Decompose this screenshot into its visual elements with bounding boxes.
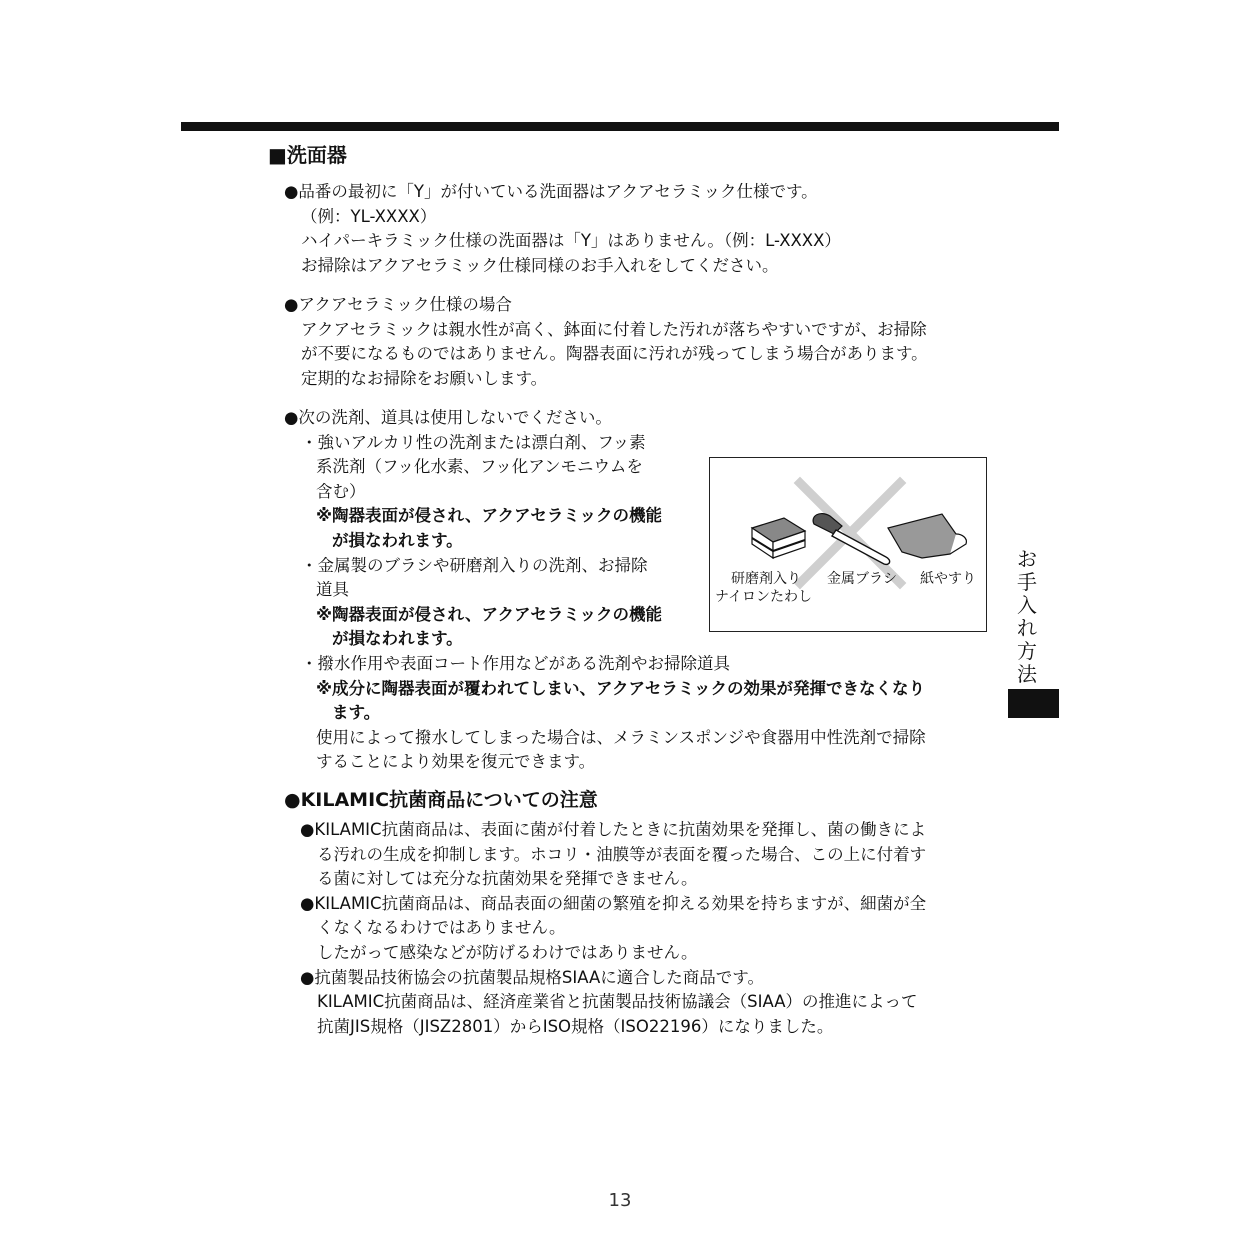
text-line: くなくなるわけではありません。 <box>317 918 566 938</box>
warning-note: ※陶器表面が侵され、アクアセラミックの機能 <box>316 604 663 624</box>
sandpaper-icon <box>888 514 966 558</box>
text-line: ●次の洗剤、道具は使用しないでください。 <box>284 408 612 427</box>
text-line: る菌に対しては充分な抗菌効果を発揮できません。 <box>317 869 698 889</box>
text-line: ●KILAMIC抗菌商品は、表面に菌が付着したときに抗菌効果を発揮し、菌の働きによ <box>300 820 927 839</box>
side-tab-label <box>1014 548 1040 686</box>
kilamic-title: ●KILAMIC抗菌商品についての注意 <box>284 789 598 811</box>
label-abrasive-sponge: ナイロンたわし <box>715 589 813 605</box>
section-title: ■洗面器 <box>268 143 347 167</box>
text-line: 含む） <box>316 481 366 501</box>
warning-note: ます。 <box>332 703 381 723</box>
list-item: ・強いアルカリ性の洗剤または漂白剤、フッ素 <box>301 432 646 452</box>
warning-note: が損なわれます。 <box>332 530 463 550</box>
prohibited-tools-illustration <box>710 458 988 633</box>
label-metal-brush: 金属ブラシ <box>827 571 897 587</box>
side-tab-char: お <box>1017 547 1037 571</box>
abrasive-sponge-icon <box>752 518 805 558</box>
page-number: 13 <box>608 1190 632 1211</box>
paragraph-aquaceramic-spec <box>284 180 841 278</box>
side-tab-char: 入 <box>1017 593 1037 617</box>
side-tab-char: 手 <box>1017 570 1037 594</box>
text-line: 使用によって撥水してしまった場合は、メラミンスポンジや食器用中性洗剤で掃除 <box>316 727 926 747</box>
label-abrasive-sponge: 研磨剤入り <box>731 571 801 587</box>
list-item: ・撥水作用や表面コート作用などがある洗剤やお掃除道具 <box>301 653 730 673</box>
text-line: アクアセラミックは親水性が高く、鉢面に付着した汚れが落ちやすいですが、お掃除 <box>301 319 927 339</box>
text-line: 定期的なお掃除をお願いします。 <box>301 368 548 388</box>
text-line: る汚れの生成を抑制します。ホコリ・油膜等が表面を覆った場合、この上に付着す <box>317 844 927 864</box>
side-tab-char: 方 <box>1017 639 1037 663</box>
prohibited-tools-figure <box>709 457 987 632</box>
paragraph-aquaceramic-case <box>284 293 928 391</box>
paragraph-kilamic <box>300 818 926 1039</box>
list-item: ・金属製のブラシや研磨剤入りの洗剤、お掃除 <box>301 555 648 575</box>
side-tab-marker <box>1008 689 1059 718</box>
text-line: お掃除はアクアセラミック仕様同様のお手入れをしてください。 <box>301 255 779 275</box>
warning-note: ※陶器表面が侵され、アクアセラミックの機能 <box>316 506 663 526</box>
warning-note: が損なわれます。 <box>332 629 463 649</box>
prohibited-x-icon <box>800 483 900 583</box>
side-tab-char: れ <box>1017 616 1037 640</box>
text-line: することにより効果を復元できます。 <box>316 752 596 772</box>
text-line: ●KILAMIC抗菌商品は、商品表面の細菌の繁殖を抑える効果を持ちますが、細菌が全 <box>300 893 927 913</box>
text-line: 抗菌JIS規格（JISZ2801）からISO規格（ISO22196）になりました。 <box>317 1016 834 1036</box>
text-line: 系洗剤（フッ化水素、フッ化アンモニウムを <box>316 457 643 477</box>
text-line: KILAMIC抗菌商品は、経済産業省と抗菌製品技術協議会（SIAA）の推進によって <box>317 992 918 1012</box>
text-line: ●品番の最初に「Y」が付いている洗面器はアクアセラミック仕様です。 <box>284 182 818 201</box>
side-tab-char: 法 <box>1017 662 1037 686</box>
text-line: ハイパーキラミック仕様の洗面器は「Y」はありません。（例：L-XXXX） <box>301 231 841 251</box>
text-line: ●アクアセラミック仕様の場合 <box>284 295 512 314</box>
text-line: したがって感染などが防げるわけではありません。 <box>317 942 698 962</box>
warning-note: ※成分に陶器表面が覆われてしまい、アクアセラミックの効果が発揮できなくなり <box>316 678 926 698</box>
top-rule <box>181 122 1059 131</box>
label-sandpaper: 紙やすり <box>920 571 976 587</box>
text-line: 道具 <box>316 580 349 600</box>
text-line: （例：YL-XXXX） <box>301 206 437 226</box>
text-line: が不要になるものではありません。陶器表面に汚れが残ってしまう場合があります。 <box>301 344 928 364</box>
text-line: ●抗菌製品技術協会の抗菌製品規格SIAAに適合した商品です。 <box>300 967 764 987</box>
